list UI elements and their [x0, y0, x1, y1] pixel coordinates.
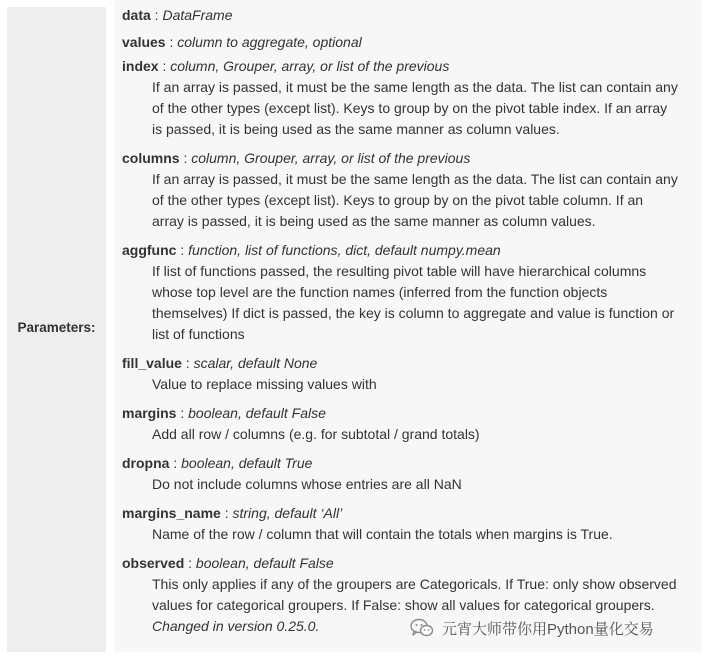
param-signature [122, 503, 702, 524]
param-name: aggfunc [122, 242, 177, 258]
param-description [152, 169, 702, 232]
param-margins [122, 403, 702, 453]
parameters-label: Parameters: [17, 320, 96, 335]
param-name: index [122, 58, 159, 74]
param-signature [122, 453, 702, 474]
description-line: Value to replace missing values with [152, 376, 377, 392]
param-name: values [122, 34, 166, 50]
description-line: is passed, it is being used as the same manner as column values. [152, 121, 560, 137]
description-line: Do not include columns whose entries are all NaN [152, 476, 462, 492]
param-type: string, default ‘All’ [232, 505, 343, 521]
param-description [152, 261, 702, 345]
param-signature [122, 403, 702, 424]
param-index [122, 56, 702, 148]
param-signature [122, 240, 702, 261]
param-name: observed [122, 555, 185, 571]
param-type: function, list of functions, dict, default numpy.mean [188, 242, 501, 258]
param-type: column to aggregate, optional [177, 34, 362, 50]
param-separator: : [179, 150, 192, 166]
param-separator: : [150, 7, 163, 23]
param-name: fill_value [122, 355, 182, 371]
param-type: DataFrame [162, 7, 233, 23]
param-data [122, 5, 702, 32]
description-line: whose top level are the function names (inferred from the function objects [152, 284, 608, 300]
param-signature [122, 353, 702, 374]
param-aggfunc [122, 240, 702, 353]
description-line: If list of functions passed, the resulting pivot table will have hierarchical columns [152, 263, 647, 279]
param-separator: : [176, 405, 189, 421]
parameter-list [122, 5, 702, 637]
description-line: Name of the row / column that will contain the totals when margins is True. [152, 526, 613, 542]
param-type: scalar, default None [193, 355, 318, 371]
param-dropna [122, 453, 702, 503]
description-line: of the other types (except list). Keys to group by on the pivot table index. If an array [152, 100, 668, 116]
param-name: margins_name [122, 505, 221, 521]
param-type: boolean, default True [181, 455, 313, 471]
version-note: Changed in version 0.25.0. [152, 618, 320, 634]
param-type: boolean, default False [195, 555, 334, 571]
description-line: Add all row / columns (e.g. for subtotal / grand totals) [152, 426, 480, 442]
param-description [152, 474, 702, 495]
param-type: boolean, default False [188, 405, 326, 421]
param-separator: : [158, 58, 171, 74]
param-type: column, Grouper, array, or list of the previous [191, 150, 471, 166]
param-signature [122, 56, 702, 77]
watermark-text: 元宵大师带你用Python量化交易 [442, 620, 654, 638]
param-name: data [122, 7, 151, 23]
param-fill-value [122, 353, 702, 403]
param-values [122, 32, 702, 56]
param-description [152, 77, 702, 140]
description-line: This only applies if any of the groupers are Categoricals. If True: only show observed [152, 576, 677, 592]
wechat-icon [410, 618, 434, 638]
watermark [410, 616, 654, 640]
description-line: If an array is passed, it must be the same length as the data. The list can contain any [152, 171, 678, 187]
param-margins-name [122, 503, 702, 553]
param-separator: : [169, 455, 182, 471]
param-separator: : [184, 555, 196, 571]
description-line: of the other types (except list). Keys to group by on the pivot table column. If an [152, 192, 644, 208]
description-line: values for categorical groupers. If False: show all values for categorical groupers. [152, 597, 655, 613]
param-separator: : [176, 242, 189, 258]
param-signature [122, 5, 702, 26]
param-name: columns [122, 150, 180, 166]
param-separator: : [165, 34, 178, 50]
description-line: list of functions [152, 326, 245, 342]
description-line: array is passed, it is being used as the same manner as column values. [152, 213, 596, 229]
param-separator: : [220, 505, 233, 521]
param-description [152, 524, 702, 545]
description-line: themselves) If dict is passed, the key is column to aggregate and value is function or [152, 305, 675, 321]
param-name: margins [122, 405, 177, 421]
description-line: If an array is passed, it must be the same length as the data. The list can contain any [152, 79, 678, 95]
param-signature [122, 32, 702, 53]
param-description [152, 424, 702, 445]
param-type: column, Grouper, array, or list of the previous [170, 58, 450, 74]
param-separator: : [181, 355, 194, 371]
param-signature [122, 148, 702, 169]
param-signature [122, 553, 702, 574]
param-columns [122, 148, 702, 240]
param-description [152, 374, 702, 395]
param-name: dropna [122, 455, 170, 471]
